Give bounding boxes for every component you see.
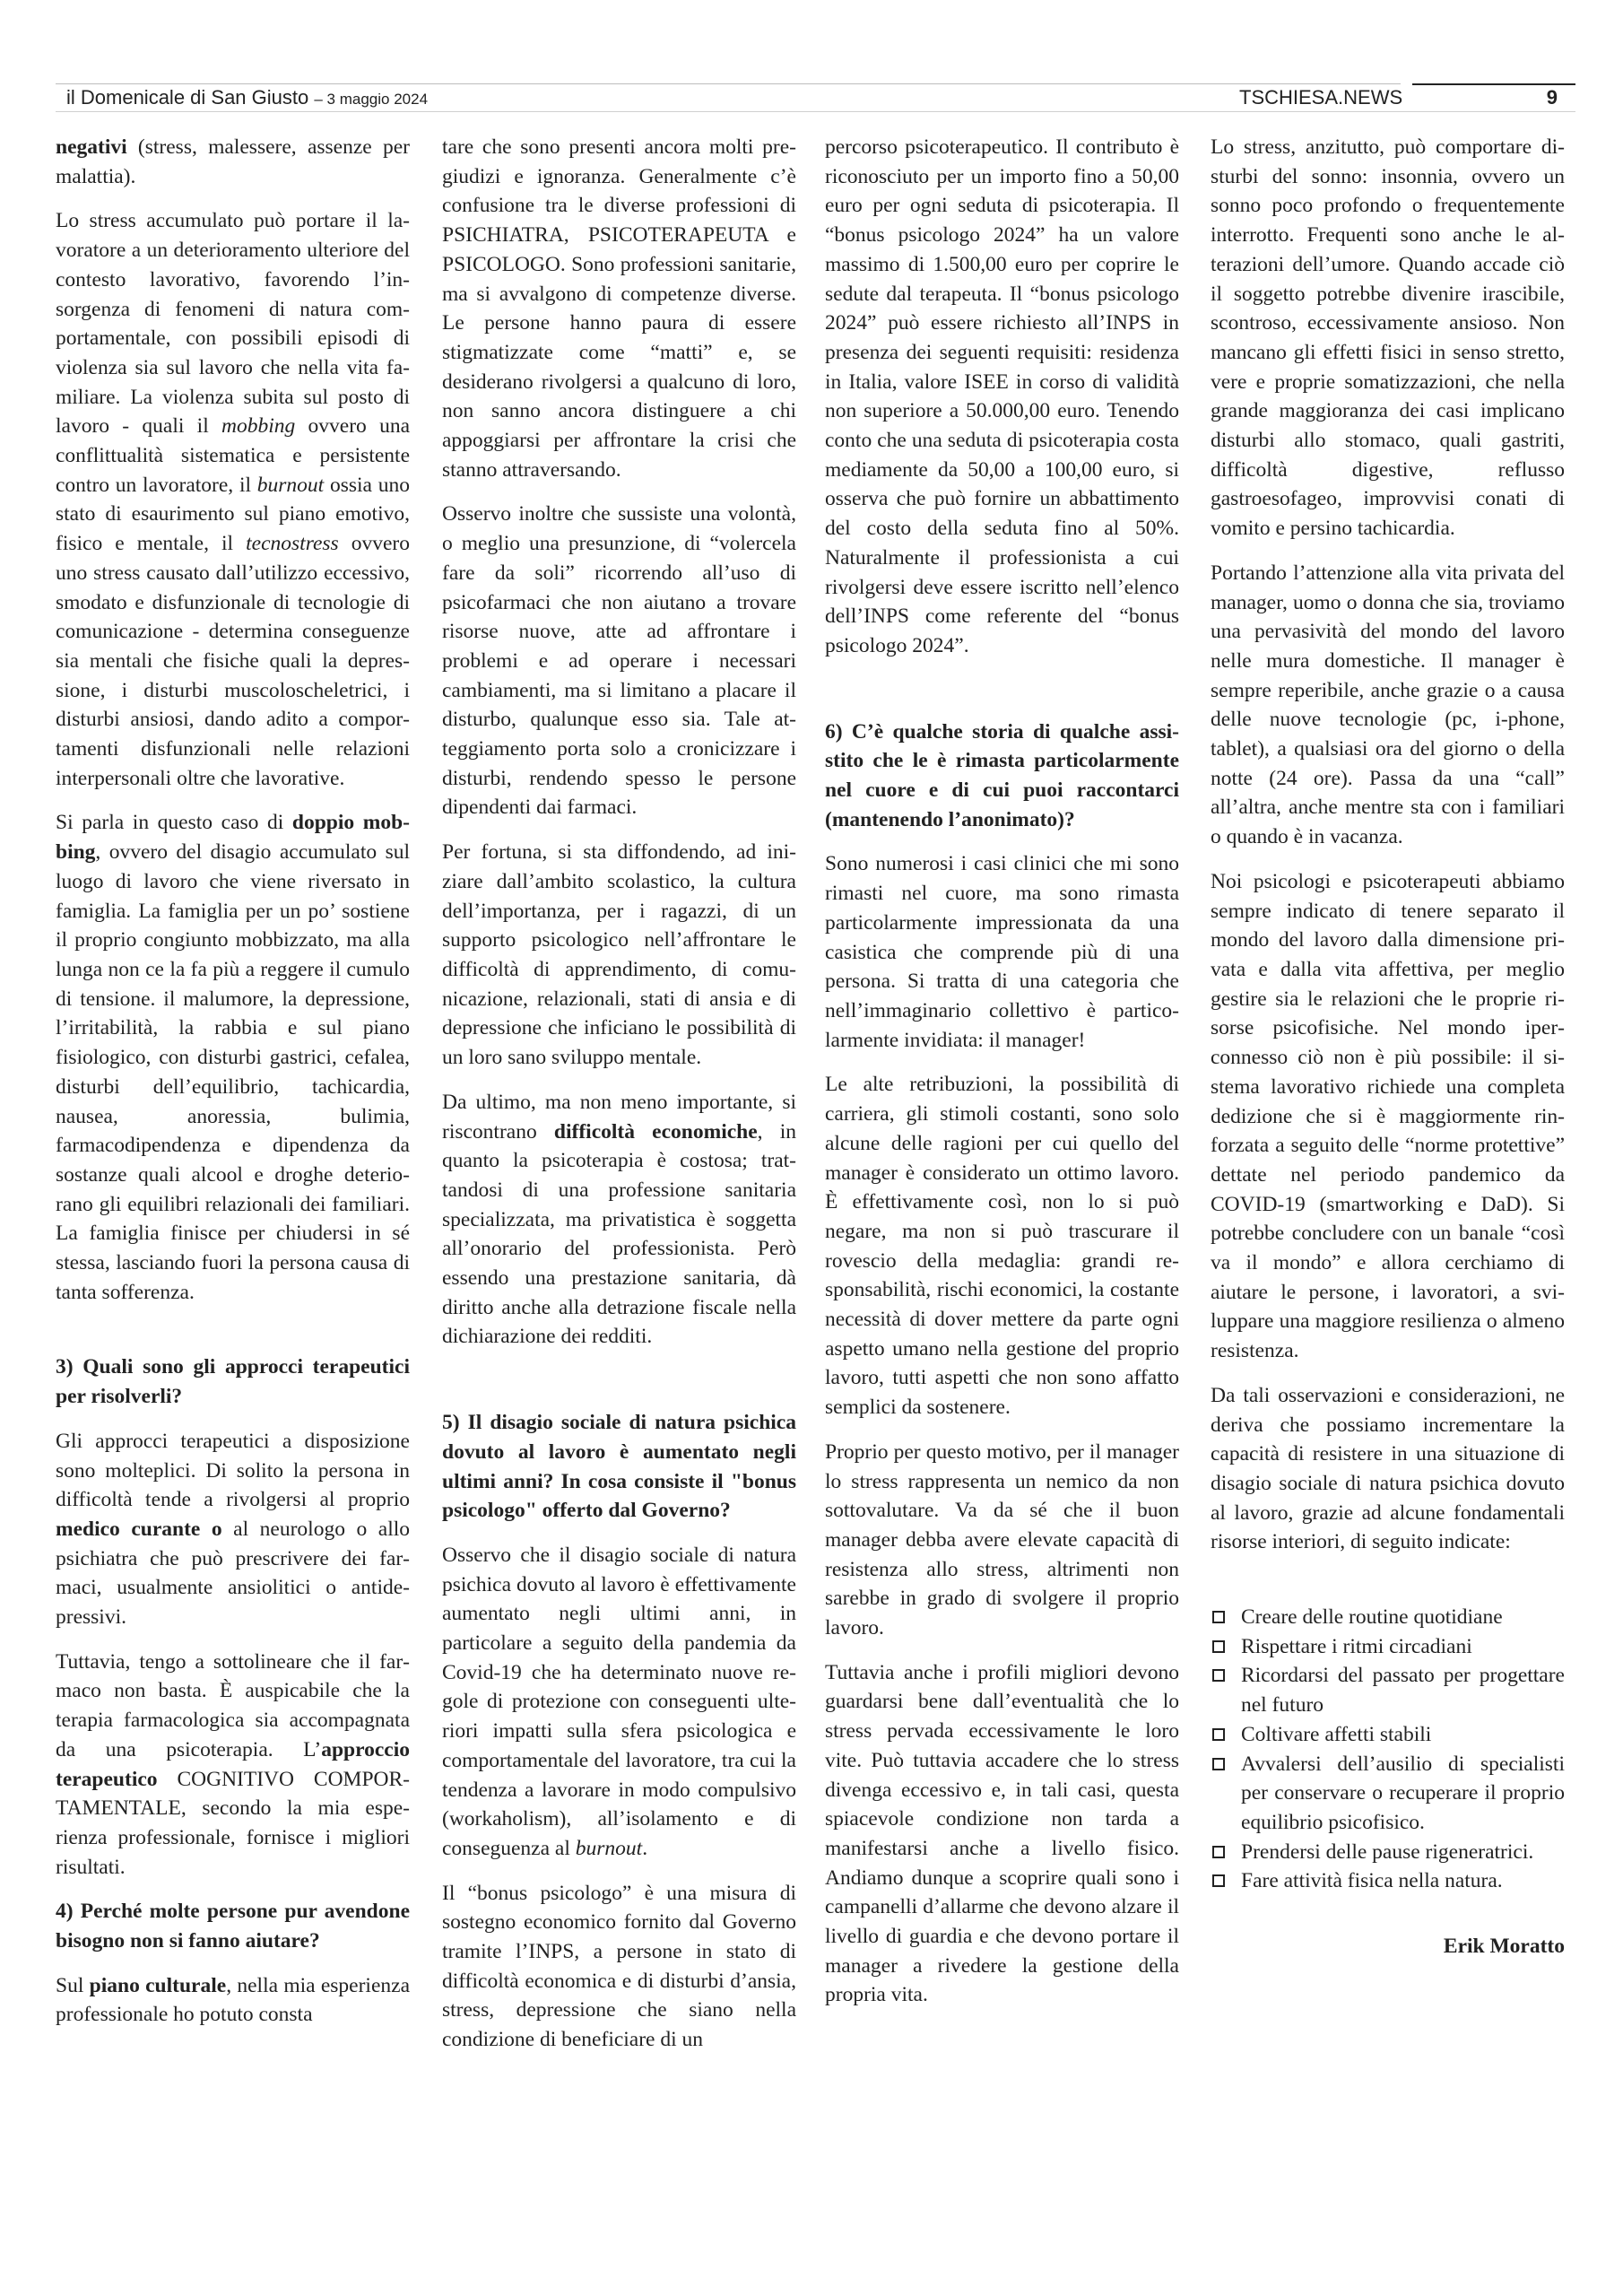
bold-text: approccio terapeutico xyxy=(56,1737,410,1791)
bold-text: difficoltà economiche xyxy=(553,1119,758,1144)
paragraph: Sono numerosi i casi clinici che mi sono rimasti nel cuore, ma sono rimasta particolarmente impressionata da una casistica che comprende più di una persona. Si tratta di una categoria che nell’immaginario collettivo è particolarmente invidiata: il manager! xyxy=(825,852,1179,1052)
checklist-text: Fare attività fisica nella natura. xyxy=(1241,1869,1503,1893)
text: , in quanto la psicoterapia è costosa; trattandosi di una professione sanitaria specializzata, ma privatistica è soggetta all’onorario del professionista. Però essendo una prestazione sanitaria, dà diritto anche alla detrazione fiscale nella dichiarazione dei redditi. xyxy=(442,1119,797,1349)
spacer xyxy=(442,1367,796,1408)
paragraph xyxy=(56,1427,410,1632)
paragraph xyxy=(56,808,410,1307)
article-column-1 xyxy=(56,133,410,2045)
site-name: TSCHIESA.NEWS xyxy=(1239,86,1403,109)
checklist-item xyxy=(1211,1661,1565,1719)
text: Tuttavia, tengo a sottolineare che il farmaco non basta. È auspicabile che la terapia farmacologica sia accompagnata da una psicoterapia. L’ xyxy=(56,1649,410,1761)
author-signature: Erik Moratto xyxy=(1443,1935,1565,1959)
bold-text: piano culturale xyxy=(89,1973,227,1997)
italic-text: burnout xyxy=(256,473,325,497)
paragraph xyxy=(442,1541,796,1864)
question-heading-4: 4) Perché molte persone pur avendone bisogno non si fanno aiutare? xyxy=(56,1900,410,1953)
bold-text: medico curante o xyxy=(56,1517,222,1541)
text: Osservo che il disagio sociale di natura psichica dovuto al lavoro è effettivamente aumentato negli ultimi anni, in particolare a seguito della pandemia da Covid-19 che ha determinato nuove regole di protezione con conseguenti ulteriori impatti sulla sfera psicologica e comportamentale del lavoratore, tra cui la tendenza a lavorare in modo compulsivo (workaholism), all’isolamento e di conseguenza al xyxy=(442,1543,796,1860)
text: ovvero uno stress causato dall’utilizzo eccessivo, smodato e disfunzionale di tecnologie di comunicazione - determina conseguenze sia mentali che fisiche quali la depressione, i disturbi muscoloscheletrici, i disturbi ansiosi, dando adito a comportamenti disfunzionali nelle relazioni interpersonali oltre che lavorative. xyxy=(56,532,411,790)
text: COGNITIVO COMPORTAMENTALE, secondo la mia esperienza professionale, fornisce i migliori risultati. xyxy=(56,1767,410,1879)
paragraph: Portando l’attenzione alla vita privata del manager, uomo o donna che sia, troviamo una pervasività del mondo del lavoro nelle mura domestiche. Il manager è sempre reperibile, anche grazie o a causa delle nuove tecnologie (pc, i-phone, tablet), a qualsiasi ora del giorno o della notte (24 ore). Passa da una “call” all’altra, anche mentre sta con i familiari o quando è in vacanza. xyxy=(1211,561,1565,849)
checkbox-icon xyxy=(1212,1874,1225,1887)
paragraph: Tuttavia anche i profili migliori devono guardarsi bene dall’eventualità che lo stress pervada eccessivamente le loro vite. Può tuttavia accadere che lo stress divenga eccessivo e, in tali casi, questa spiacevole condizione non tarda a manifestarsi anche a livello fisico. Andiamo dunque a scoprire quali sono i campanelli d’allarme che devono alzare il livello di guardia e che devono portare il manager a rivedere la gestione della propria vita. xyxy=(825,1660,1179,2007)
paragraph: Da tali osservazioni e considerazioni, ne deriva che possiamo incrementare la capacità di resistere in una situazione di disagio sociale di natura psichica dovuto al lavoro, grazie ad alcune fondamentali risorse interiori, di seguito indicate: xyxy=(1211,1383,1565,1554)
page-header xyxy=(56,83,1575,113)
text: ovvero una conflittualità sistematica e persistente contro un lavoratore, il xyxy=(56,414,410,497)
paragraph: tare che sono presenti ancora molti pregiudizi e ignoranza. Generalmente c’è confusione tra le diverse professioni di PSICHIATRA, PSICOTERAPEUTA e PSICOLOGO. Sono professioni sanitarie, ma si avvalgono di competenze diverse. Le persone hanno paura di essere stigmatizzate come “matti” e, se desiderano rivolgersi a qualcuno di loro, non sanno ancora distinguere a chi appoggiarsi per affrontare la crisi che stanno attraversando. xyxy=(442,135,796,482)
paragraph xyxy=(56,206,410,793)
checklist-text: Creare delle routine quotidiane xyxy=(1241,1605,1503,1630)
spacer xyxy=(1211,1572,1565,1603)
checklist-item xyxy=(1211,1838,1565,1867)
checklist-item xyxy=(1211,1603,1565,1632)
question-heading-5: 5) Il disagio sociale di natura psichica dovuto al lavoro è aumentato negli ultimi anni? In cosa consiste il "bonus psicologo" offerto dal Governo? xyxy=(442,1411,796,1523)
checkbox-icon xyxy=(1212,1728,1225,1741)
paragraph: Lo stress, anzitutto, può comportare disturbi del sonno: insonnia, ovvero un sonno poco profondo o frequentemente interrotto. Frequenti sono anche le alterazioni dell’umore. Quando accade ciò il soggetto potrebbe divenire irascibile, scontroso, eccessivamente ansioso. Non mancano gli effetti fisici in senso stretto, vere e proprie somatizzazioni, che nella grande maggioranza dei casi implicano disturbi allo stomaco, quali gastriti, difficoltà digestive, reflusso gastroesofageo, improvvisi conati di vomito e persino tachicardia. xyxy=(1211,135,1565,541)
question-heading-3: 3) Quali sono gli approcci terapeutici per risolverli? xyxy=(56,1355,410,1409)
text: Si parla in questo caso di xyxy=(56,811,292,835)
page-number: 9 xyxy=(1546,86,1558,109)
italic-text: tecnostress xyxy=(246,532,339,556)
spacer xyxy=(56,1322,410,1352)
paragraph xyxy=(442,1088,796,1352)
spacer xyxy=(825,676,1179,718)
paragraph: Le alte retribuzioni, la possibilità di carriera, gli stimoli costanti, sono solo alcune delle ragioni per cui quello del manager è considerato un ottimo lavoro. È effettivamente così, non lo si può negare, ma non si può trascurare il rovescio della medaglia: grandi responsabilità, rischi economici, la costante necessità di dover mettere da parte ogni aspetto umano nella gestione del proprio lavoro, tutti aspetti che non sono affatto semplici da sostenere. xyxy=(825,1073,1179,1420)
checkbox-icon xyxy=(1212,1611,1225,1623)
checklist-text: Ricordarsi del passato per progettare nel futuro xyxy=(1241,1664,1565,1718)
text: , nella mia esperienza professionale ho potuto consta xyxy=(56,1973,411,2027)
resources-checklist xyxy=(1211,1603,1565,1896)
text: Sul xyxy=(56,1973,90,1997)
checklist-item xyxy=(1211,1632,1565,1662)
text: al neurologo o allo psichiatra che può prescrivere dei farmaci, usualmente ansiolitici o antidepressivi. xyxy=(56,1517,411,1630)
header-divider xyxy=(56,111,1575,112)
publication-name: il Domenicale di San Giusto xyxy=(66,86,309,109)
checklist-item xyxy=(1211,1750,1565,1838)
checklist-text: Rispettare i ritmi circadiani xyxy=(1241,1634,1472,1658)
bold-text: negativi xyxy=(56,135,127,159)
article-column-4 xyxy=(1211,133,1565,1977)
paragraph: Proprio per questo motivo, per il manager lo stress rappresenta un nemico da non sottovalutare. Va da sé che il buon manager debba avere elevate capacità di resistenza allo stress, altrimenti non sarebbe in grado di svolgere il proprio lavoro. xyxy=(825,1439,1179,1640)
paragraph: Noi psicologi e psicoterapeuti abbiamo sempre indicato di tenere separato il mondo del lavoro dalla dimensione privata e dalla vita affettiva, per meglio gestire sia le relazioni che le proprie risorse psicofisiche. Nel mondo iperconnesso ciò non è più possibile: il sistema lavorativo richiede una completa dedizione che si è maggiormente rinforzata a seguito delle “norme protettive” dettate nel periodo pandemico da COVID-19 (smartworking e DaD). Si potrebbe concludere con un banale “così va il mondo” e allora cerchiamo di aiutare le persone, i lavoratori, a sviluppare una maggiore resilienza o almeno resistenza. xyxy=(1211,869,1565,1363)
paragraph: percorso psicoterapeutico. Il contributo è riconosciuto per un importo fino a 50,00 euro per ogni seduta di psicoterapia. Il “bonus psicologo 2024” ha un valore massimo di 1.500,00 euro per coprire le sedute dal terapeuta. Il “bonus psicologo 2024” può essere richiesto all’INPS in presenza dei seguenti requisiti: residenza in Italia, valore ISEE in corso di validità non superiore a 50.000,00 euro. Tenendo conto che una seduta di psicoterapia costa mediamente da 50,00 a 100,00 euro, si osserva che può fornire un abbattimento del costo della seduta fino al 50%. Naturalmente il professionista a cui rivolgersi deve essere iscritto nell’elenco dell’INPS come referente del “bonus psicologo 2024”. xyxy=(825,135,1179,657)
checklist-text: Coltivare affetti stabili xyxy=(1241,1722,1432,1746)
checkbox-icon xyxy=(1212,1846,1225,1858)
italic-text: mobbing xyxy=(221,414,296,439)
checkbox-icon xyxy=(1212,1669,1225,1682)
checklist-item xyxy=(1211,1866,1565,1896)
text: . xyxy=(642,1836,648,1860)
paragraph: Il “bonus psicologo” è una misura di sostegno economico fornito dal Governo tramite l’INPS, a persone in stato di difficoltà economica e di disturbi d’ansia, stress, depressione che siano nella condizione di beneficiare di un xyxy=(442,1881,796,2052)
text: ossia uno stato di esaurimento sul piano emotivo, fisico e mentale, il xyxy=(56,473,410,556)
text: Lo stress accumulato può portare il lavoratore a un deterioramento ulteriore del contesto lavorativo, favorendo l’insorgenza di fenomeni di natura comportamentale, con possibili episodi di violenza sia sul lavoro che nella vita familiare. La violenza subita sul posto di lavoro - quali il xyxy=(56,209,410,439)
paragraph xyxy=(56,1648,410,1883)
checklist-item xyxy=(1211,1720,1565,1750)
paragraph xyxy=(56,1971,410,2030)
text: , ovvero del disagio accumulato sul luogo di lavoro che viene riversato in famiglia. La famiglia per un po’ sostiene il proprio congiunto mobbizzato, ma alla lunga non ce la fa più a reggere il cumulo di tensione. il malumore, la depressione, l’irritabilità, la rabbia e sul piano fisiologico, con disturbi gastrici, cefalea, disturbi dell’equilibrio, tachicardia, nausea, anoressia, bulimia, farmacodipendenza e dipendenza da sostanze quali alcool e droghe deteriorano gli equilibri relazionali dei familiari. La famiglia finisce per chiudersi in sé stessa, lasciando fuori la persona causa di tanta sofferenza. xyxy=(56,840,410,1304)
text: Da ultimo, ma non meno importante, si riscontrano xyxy=(442,1090,796,1144)
bold-text: doppio mobbing xyxy=(56,811,410,865)
question-heading-6: 6) C’è qualche storia di qualche assistito che le è rimasta particolarmente nel cuore e di cui puoi raccontarci (mantenendo l’anonimato)? xyxy=(825,719,1179,831)
checklist-text: Prendersi delle pause rigeneratrici. xyxy=(1241,1839,1534,1864)
italic-text: burnout xyxy=(575,1836,643,1860)
text: (stress, malessere, assenze per malattia). xyxy=(56,135,410,188)
checklist-text: Avvalersi dell’ausilio di specialisti per conservare o recuperare il proprio equilibrio psicofisico. xyxy=(1241,1752,1565,1834)
text: Gli approcci terapeutici a disposizione sono molteplici. Di solito la persona in difficoltà tende a rivolgersi al proprio xyxy=(56,1429,410,1512)
checkbox-icon xyxy=(1212,1758,1225,1770)
publication-date: – 3 maggio 2024 xyxy=(314,91,429,108)
paragraph: Per fortuna, si sta diffondendo, ad iniziare dall’ambito scolastico, la cultura dell’importanza, per i ragazzi, di un supporto psicologico nell’affrontare le difficoltà di apprendimento, di comunicazione, relazionali, stati di ansia e di depressione che inficiano le possibilità di un loro sano sviluppo mentale. xyxy=(442,840,796,1070)
checkbox-icon xyxy=(1212,1640,1225,1653)
article-column-3 xyxy=(825,133,1179,2025)
article-column-2 xyxy=(442,133,796,2070)
paragraph xyxy=(56,133,410,191)
paragraph: Osservo inoltre che sussiste una volontà, o meglio una presunzione, di “volercela fare da soli” ricorrendo all’uso di psicofarmaci che non aiutano a trovare risorse nuove, atte ad affrontare i problemi e ad operare i necessari cambiamenti, ma si limitano a placare il disturbo, qualunque esso sia. Tale atteggiamento porta solo a cronicizzare i disturbi, rendendo spesso le persone dipendenti dai farmaci. xyxy=(442,502,796,820)
publication-title xyxy=(66,86,428,109)
